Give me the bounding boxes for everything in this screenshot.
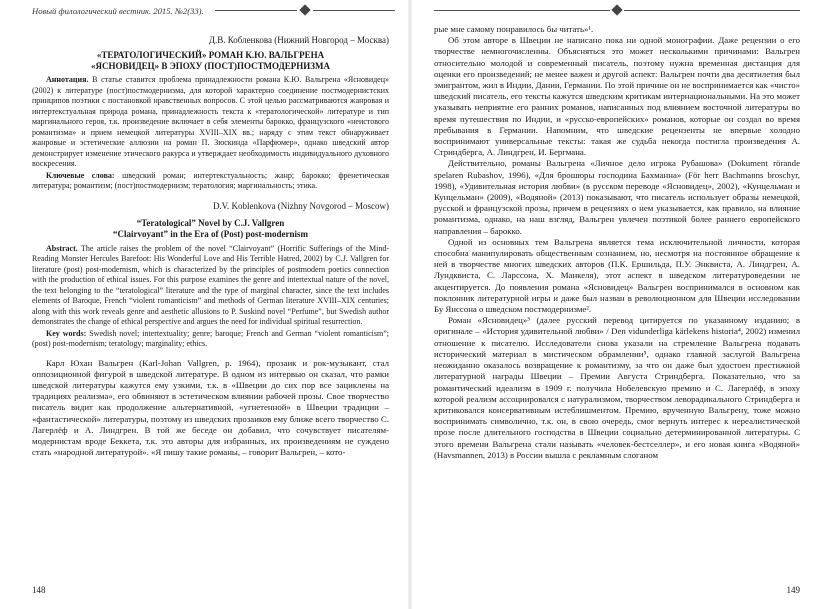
- left-content: [32, 34, 389, 458]
- abstract-en: [32, 244, 389, 328]
- abstract-ru: [32, 75, 389, 170]
- title-en-line-2: “Clairvoyant” in the Era of (Post) post-modernism: [113, 228, 308, 239]
- keywords-en: [32, 329, 389, 350]
- body-paragraph: Об этом авторе в Швеции не написано пока ни одной монографии. Даже рецензии о его творчестве немногочисленны. Объясняться это может несколькими причинами: Вальгрен относительно молодой и современный писатель, поэтому нужна временная дистанция для оценки его произведений; не менее важен и другой аспект: Вальгрен почти два десятилетия был эмигрантом, жил в Индии, Дании, Германии. По этой причине он не воспринимается как «чисто» шведский писатель, его тексты кажутся шведским критикам интернациональными. На это может указывать неприятие его ранних романов, написанных под влиянием восточной литературы во время путешествия по Индии, и «русско-европейских» романов, которые он создал во время пребывания в Германии. Напомним, что шведские рецензенты не впервые холодно воспринимают универсальные тексты: такая же судьба некогда постигла произведения А. Стриндберга, А. Линдгрен, И. Бергмана.: [434, 35, 800, 158]
- keywords-ru-lead: Ключевые слова:: [46, 170, 115, 180]
- body-paragraph: Действительно, романы Вальгрена «Личное дело игрока Рубашова» (Dokument rörande spelaren Rubashov, 1996), «Для брошюры господина Бахманна» (För herr Bachmanns broschyr, 1998), «Удивительная история любви» (в русском переводе «Ясновидец», 2002), «Кунцельман и Кунцельман» (2009), «Водяной» (2013) показывают, что писатель использует образы немецкой, русской и французской прозы, причем в рецензиях о нем указывается, как правило, на влияние романтизма, однако, на наш взгляд, Вальгрен увлечен поэтикой более раннего европейского направления – барокко.: [434, 158, 800, 236]
- journal-header: Новый филологический вестник. 2015. №2(33).: [32, 6, 204, 16]
- body-paragraph: Роман «Ясновидец»³ (далее русский перевод цитируется по указанному изданию; в оригинале – «История удивительной любви» / Den vidunderliga kärlekens historia⁴, 2002) изменил отношение к писателю. Исследователи снова указали на стремление Вальгрена подавать исторический материал в мистическом обрамлении⁵, однако главной заслугой Вальгрена неожиданно оказалось возвращение к романтизму, за что он даже был удостоен престижной литературной награды Швеции – Премии Августа Стриндберга. Показательно, что за романтический идеализм в 1909 г. получила Нобелевскую премию и С. Лагерлёф, в эпоху которой реализм ассоциировался с натурализмом, творчеством леворадикального Стриндберга и критиковался консервативным истеблишментом. Премию, врученную Вальгрену, тоже можно воспринимать символично, т.к. он, в свою очередь, смог вернуть интерес к нереалистической прозе после длительного господства в Швеции социально детерминированной литературы. С этого времени Вальгрена стали называть «человек-бестселлер», и его новая книга «Водяной» (Havsmannen, 2013) в России вышла с рекламным слоганом: [434, 315, 800, 460]
- abstract-en-lead: Abstract.: [46, 243, 78, 253]
- right-page: [410, 0, 820, 609]
- keywords-en-text: Swedish novel; intertextuality; genre; baroque; French and German “violent romanticism”; (post) post-modernism; teratology; marginality; ethics.: [32, 328, 390, 348]
- keywords-ru: [32, 171, 389, 192]
- body-paragraph: Карл Юхан Вальгрен (Karl-Johan Vallgren, р. 1964), прозаик и рок-музыкант, стал оппозиционной фигурой в шведской литературе. В одном из интервью он сказал, что рамки шведской литературы кажутся ему узкими, т.к. в «Швеции до сих пор все зациклены на традициях реализма», его обвиняют в эстетическом влиянии рабочей прозы. Свое творчество писатель видит как продолжение альтернативной, «угнетенной» в Швеции традиции – «фантастической» литературы, поэтому из шведских прозаиков ему ближе всего творчество С. Лагерлёф и А. Линдгрен. В той же беседе он добавил, что сочувствует писателям-модернистам вроде Беккета, т.к. это авторы для избранных, их произведениям не суждено стать «народной литературой». «Я пишу такие романы, – говорит Вальгрен, – кото-: [32, 357, 389, 458]
- body-paragraph: рые мне самому понравилось бы читать»¹.: [434, 24, 594, 34]
- abstract-en-text: The article raises the problem of the novel “Clairvoyant” (Horrific Sufferings of the Mind-Reading Monster Hercules Barefoot: His Wonderful Love and His Terrible Hatred, 2002) by C.J. Vallgren for literature (post) post-modernism, which is characterized by the principles of postmodern poetics connection with the production of ethical issues. For this purpose examines the genre and intertextual nature of the novel, the text belonging to the “teratological” literature and the type of marginal character, since the text includes elements of Baroque, French “violent romanticism” and methods of German literature XVIII–XIX centuries; along with this work reveals genre and aesthetic allusions to P. Suskind novel “Perfume”, but Swedish author demonstrates the change of ethical perspective and argues the need for individual spiritual resurrection.: [32, 243, 390, 326]
- title-ru-line-1: «ТЕРАТОЛОГИЧЕСКИЙ» РОМАН К.Ю. ВАЛЬГРЕНА: [96, 50, 325, 60]
- page-number-left: 148: [32, 585, 46, 595]
- title-en-line-1: “Teratological” Novel by C.J. Vallgren: [136, 217, 285, 228]
- article-title-ru: [32, 50, 389, 72]
- body-paragraph: Одной из основных тем Вальгрена является тема исключительной личности, которая способна манипулировать общественным сознанием, но, несмотря на постоянное обращение к ней в творчестве многих шведских авторов (П.К. Ершильда, П.У. Энквиста, А. Линдгрен, А. Лундквиста, С. Ларссона, Х. Манкеля), этот аспект в шведском литературоведении не акцентируется. До появления романа «Ясновидец» Вальгрен воспринимался в основном как поклонник литературной игры и даже был назван в революционном для Швеции исследовании Бу Янссона о шведском постмодернизме².: [434, 236, 800, 315]
- article-title-en: [32, 218, 389, 240]
- author-en: D.V. Koblenkova (Nizhny Novgorod – Moscow): [212, 200, 389, 211]
- title-ru-line-2: «ЯСНОВИДЕЦ» В ЭПОХУ (ПОСТ)ПОСТМОДЕРНИЗМА: [90, 61, 331, 71]
- abstract-ru-lead: Аннотация.: [46, 75, 89, 84]
- header-ornament-right: [434, 2, 800, 18]
- abstract-ru-text: В статье ставится проблема принадлежности романа К.Ю. Вальгрена «Ясновидец» (2002) к литературе (пост)постмодернизма, для которой характерно соединение постмодернистских принципов поэтики с постановкой нравственных вопросов. С этой целью рассматриваются жанровая и интертекстуальная природа романа, принадлежность текста к «тератологической» литературе и тип маргинального героя, т.к. произведение включает в себя элементы барокко, французского «неистового романтизма» и прием немецкой литературы XVIII–XIX вв.; наряду с этим текст обнаруживает жанровые и эстетические аллюзии на роман П. Зюскинда «Парфюмер», однако шведский автор демонстрирует изменение этического ракурса и утверждает необходимость индивидуального духовного воскресения.: [32, 75, 390, 168]
- keywords-ru-text: шведский роман; интертекстуальность; жанр; барокко; френетическая литература; романтизм; (пост)постмодернизм; тератология; маргинальность; этика.: [32, 170, 389, 190]
- right-content: [434, 24, 800, 461]
- header-ornament: [215, 2, 395, 18]
- author-ru: Д.В. Кобленкова (Нижний Новгород – Москва): [208, 35, 389, 45]
- keywords-en-lead: Key words:: [46, 328, 87, 338]
- page-number-right: 149: [786, 585, 800, 595]
